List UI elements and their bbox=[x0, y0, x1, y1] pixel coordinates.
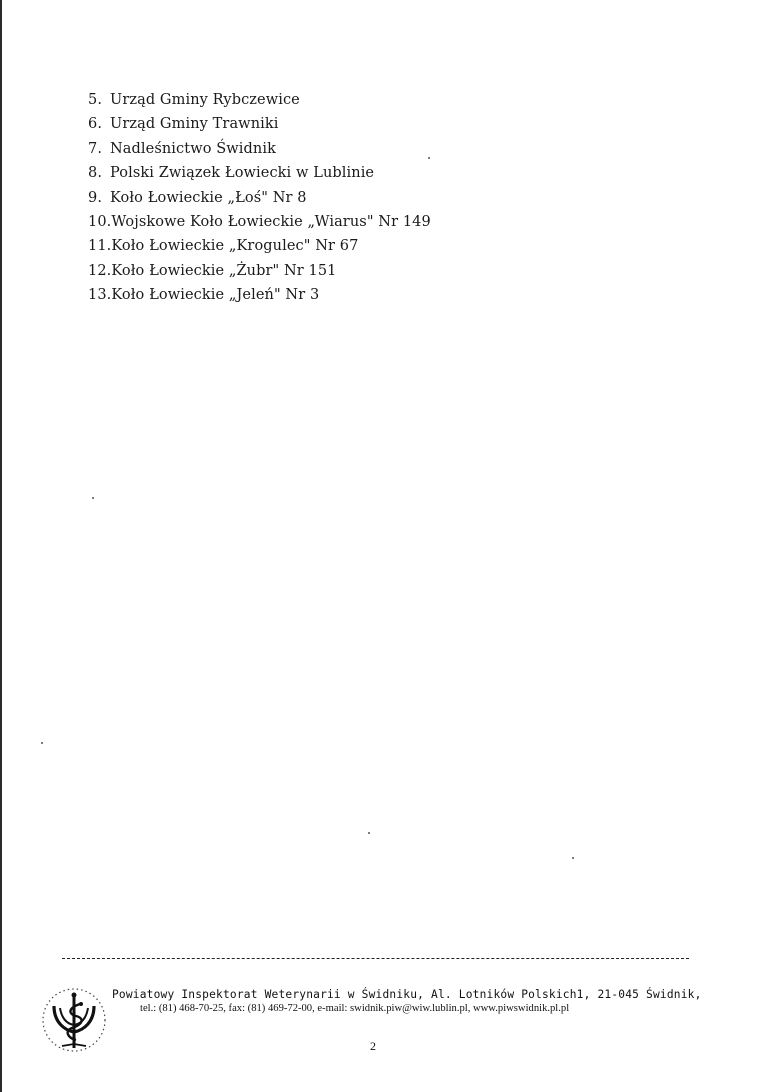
list-item-number: 12. bbox=[88, 262, 112, 279]
list-item-text: Koło Łowieckie „Żubr" Nr 151 bbox=[111, 262, 337, 279]
list-item-number: 7. bbox=[88, 140, 103, 157]
list-item-number: 6. bbox=[88, 116, 103, 133]
list-item-number: 8. bbox=[88, 165, 103, 182]
list-item-text: Urząd Gminy Trawniki bbox=[110, 116, 279, 133]
list-item bbox=[88, 161, 431, 185]
list-item bbox=[88, 186, 431, 210]
list-item-number: 5. bbox=[88, 92, 103, 108]
list-item-number: 11. bbox=[88, 238, 112, 255]
footer-divider bbox=[62, 958, 689, 959]
list-item-text: Nadleśnictwo Świdnik bbox=[110, 140, 276, 157]
scan-speck bbox=[368, 832, 370, 834]
list-item bbox=[88, 234, 431, 258]
list-item-text: Urząd Gminy Rybczewice bbox=[110, 92, 300, 108]
list-item-text: Koło Łowieckie „Krogulec" Nr 67 bbox=[111, 238, 359, 255]
list-item bbox=[88, 259, 431, 283]
page-left-edge bbox=[0, 0, 2, 1092]
footer-address: Powiatowy Inspektorat Weterynarii w Świdniku, Al. Lotników Polskich1, 21-045 Świdnik, bbox=[112, 988, 702, 1001]
list-item-text: Koło Łowieckie „Jeleń" Nr 3 bbox=[111, 287, 320, 304]
list-item-number: 10. bbox=[88, 214, 112, 231]
list-item bbox=[88, 88, 431, 112]
page-number: 2 bbox=[370, 1039, 376, 1053]
list-item bbox=[88, 112, 431, 136]
recipient-list bbox=[88, 88, 431, 308]
scan-speck bbox=[92, 497, 94, 499]
veterinary-emblem-icon bbox=[40, 982, 112, 1058]
scan-speck bbox=[572, 857, 574, 859]
list-item bbox=[88, 283, 431, 307]
list-item-text: Polski Związek Łowiecki w Lublinie bbox=[110, 165, 375, 182]
footer-contact: tel.: (81) 468-70-25, fax: (81) 469-72-00, e-mail: swidnik.piw@wiw.lublin.pl, www.piwswidnik.pl.pl bbox=[140, 1003, 570, 1014]
list-item bbox=[88, 137, 431, 161]
list-item-text: Wojskowe Koło Łowieckie „Wiarus" Nr 149 bbox=[111, 214, 431, 231]
list-item-number: 13. bbox=[88, 287, 112, 304]
list-item-text: Koło Łowieckie „Łoś" Nr 8 bbox=[110, 189, 307, 206]
scan-speck bbox=[41, 742, 43, 744]
list-item bbox=[88, 210, 431, 234]
scan-speck bbox=[428, 157, 430, 159]
list-item-number: 9. bbox=[88, 189, 103, 206]
